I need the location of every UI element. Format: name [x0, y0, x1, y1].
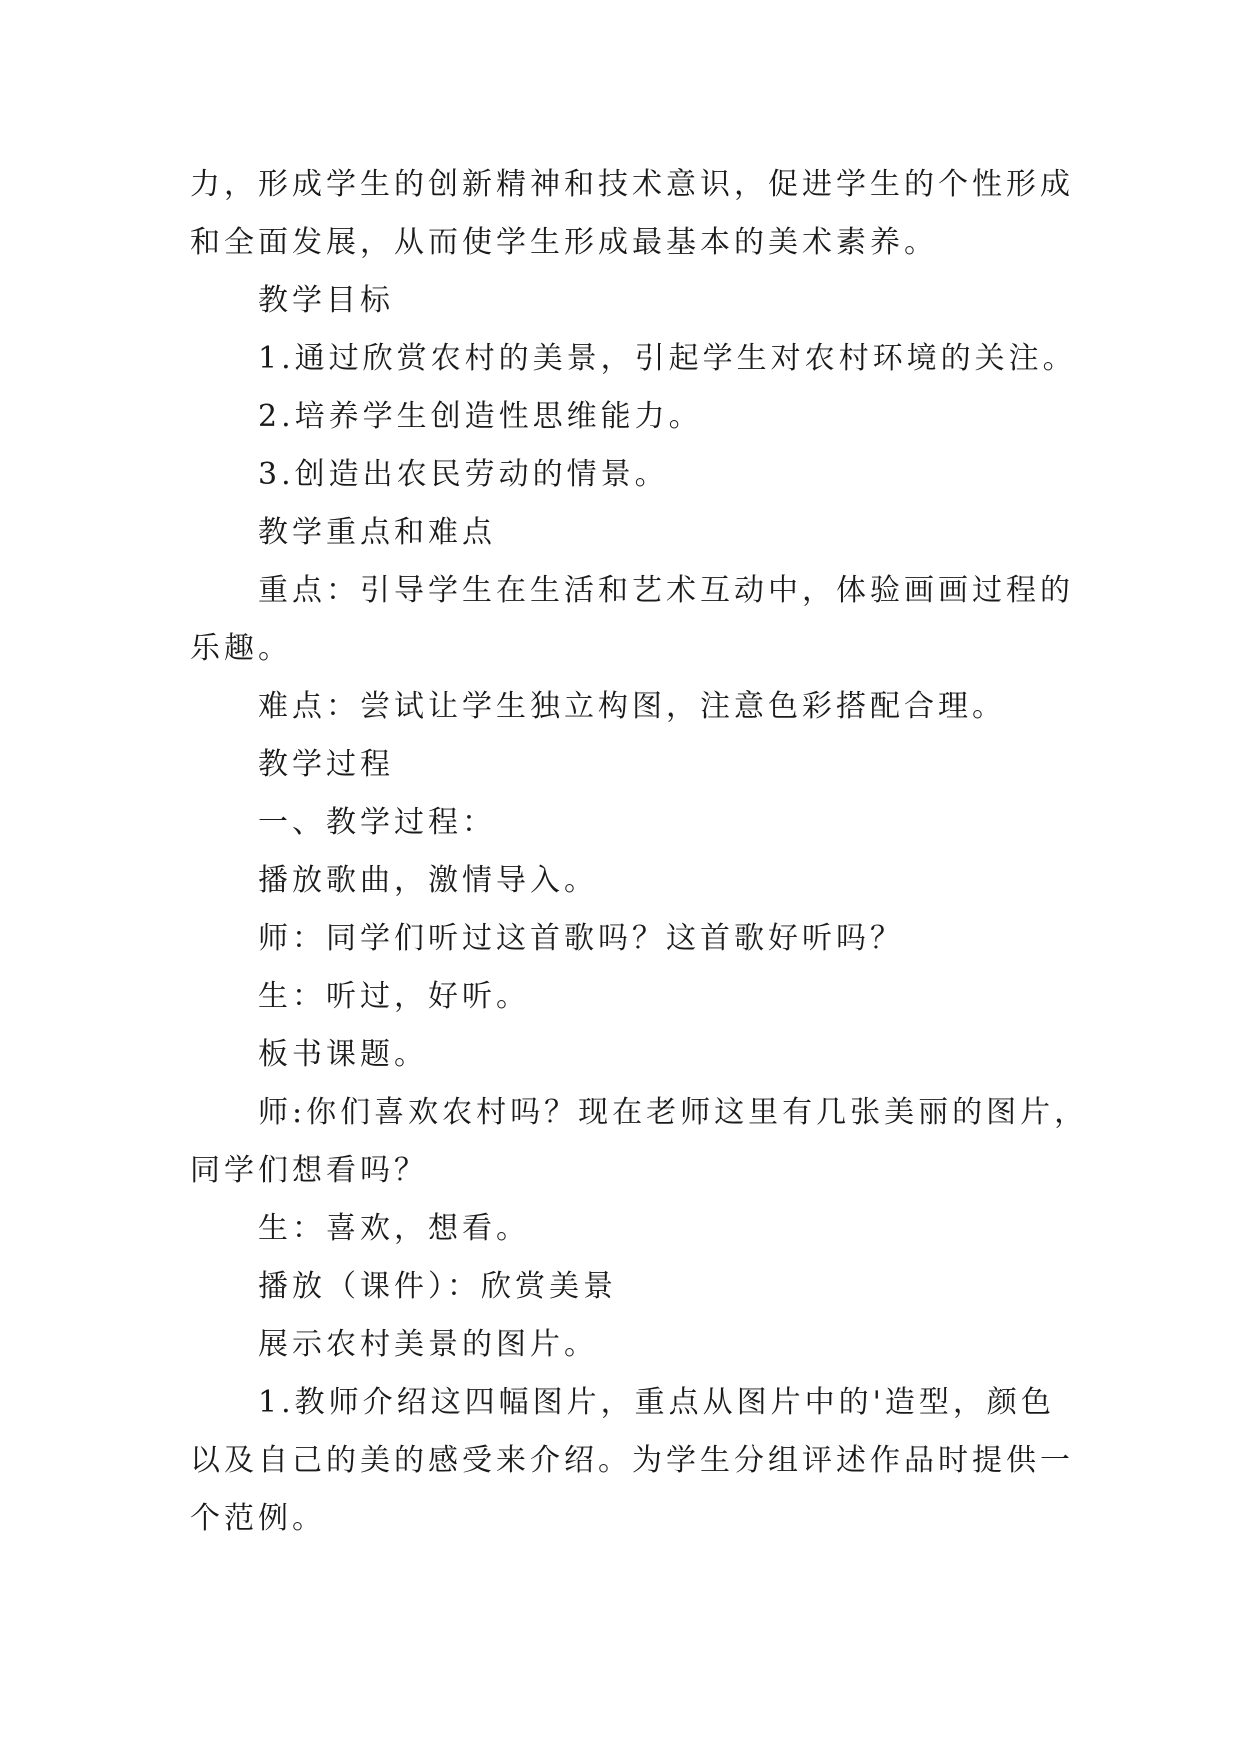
- objective-item-2: 2.培养学生创造性思维能力。: [258, 399, 703, 434]
- subsection-heading: 一、教学过程：: [258, 805, 496, 840]
- key-point-continuation: 乐趣。: [190, 631, 292, 666]
- paragraph-line: 播放（课件）：欣赏美景: [258, 1269, 617, 1304]
- paragraph-line: 播放歌曲，激情导入。: [258, 863, 598, 898]
- section-heading-key-points: 教学重点和难点: [258, 515, 496, 550]
- dialogue-line: 师:你们喜欢农村吗？现在老师这里有几张美丽的图片，: [258, 1095, 1089, 1130]
- paragraph-line: 板书课题。: [258, 1037, 428, 1072]
- dialogue-line: 师：同学们听过这首歌吗？这首歌好听吗？: [258, 921, 904, 956]
- numbered-item-continuation: 个范例。: [190, 1501, 326, 1536]
- section-heading-process: 教学过程: [258, 747, 394, 782]
- section-heading-objectives: 教学目标: [258, 283, 394, 318]
- paragraph-continuation-line: 力，形成学生的创新精神和技术意识，促进学生的个性形成: [190, 167, 1074, 202]
- objective-item-3: 3.创造出农民劳动的情景。: [258, 457, 669, 492]
- dialogue-line: 生：喜欢，想看。: [258, 1211, 530, 1246]
- paragraph-line: 展示农村美景的图片。: [258, 1327, 598, 1362]
- dialogue-continuation: 同学们想看吗？: [190, 1153, 428, 1188]
- numbered-item-continuation: 以及自己的美的感受来介绍。为学生分组评述作品时提供一: [190, 1443, 1074, 1478]
- dialogue-line: 生：听过，好听。: [258, 979, 530, 1014]
- difficult-point-line: 难点：尝试让学生独立构图，注意色彩搭配合理。: [258, 689, 1006, 724]
- objective-item-1: 1.通过欣赏农村的美景，引起学生对农村环境的关注。: [258, 341, 1077, 376]
- numbered-item-line: 1.教师介绍这四幅图片，重点从图片中的'造型，颜色: [258, 1385, 1055, 1420]
- paragraph-continuation-line: 和全面发展，从而使学生形成最基本的美术素养。: [190, 225, 938, 260]
- key-point-line: 重点：引导学生在生活和艺术互动中，体验画画过程的: [258, 573, 1074, 608]
